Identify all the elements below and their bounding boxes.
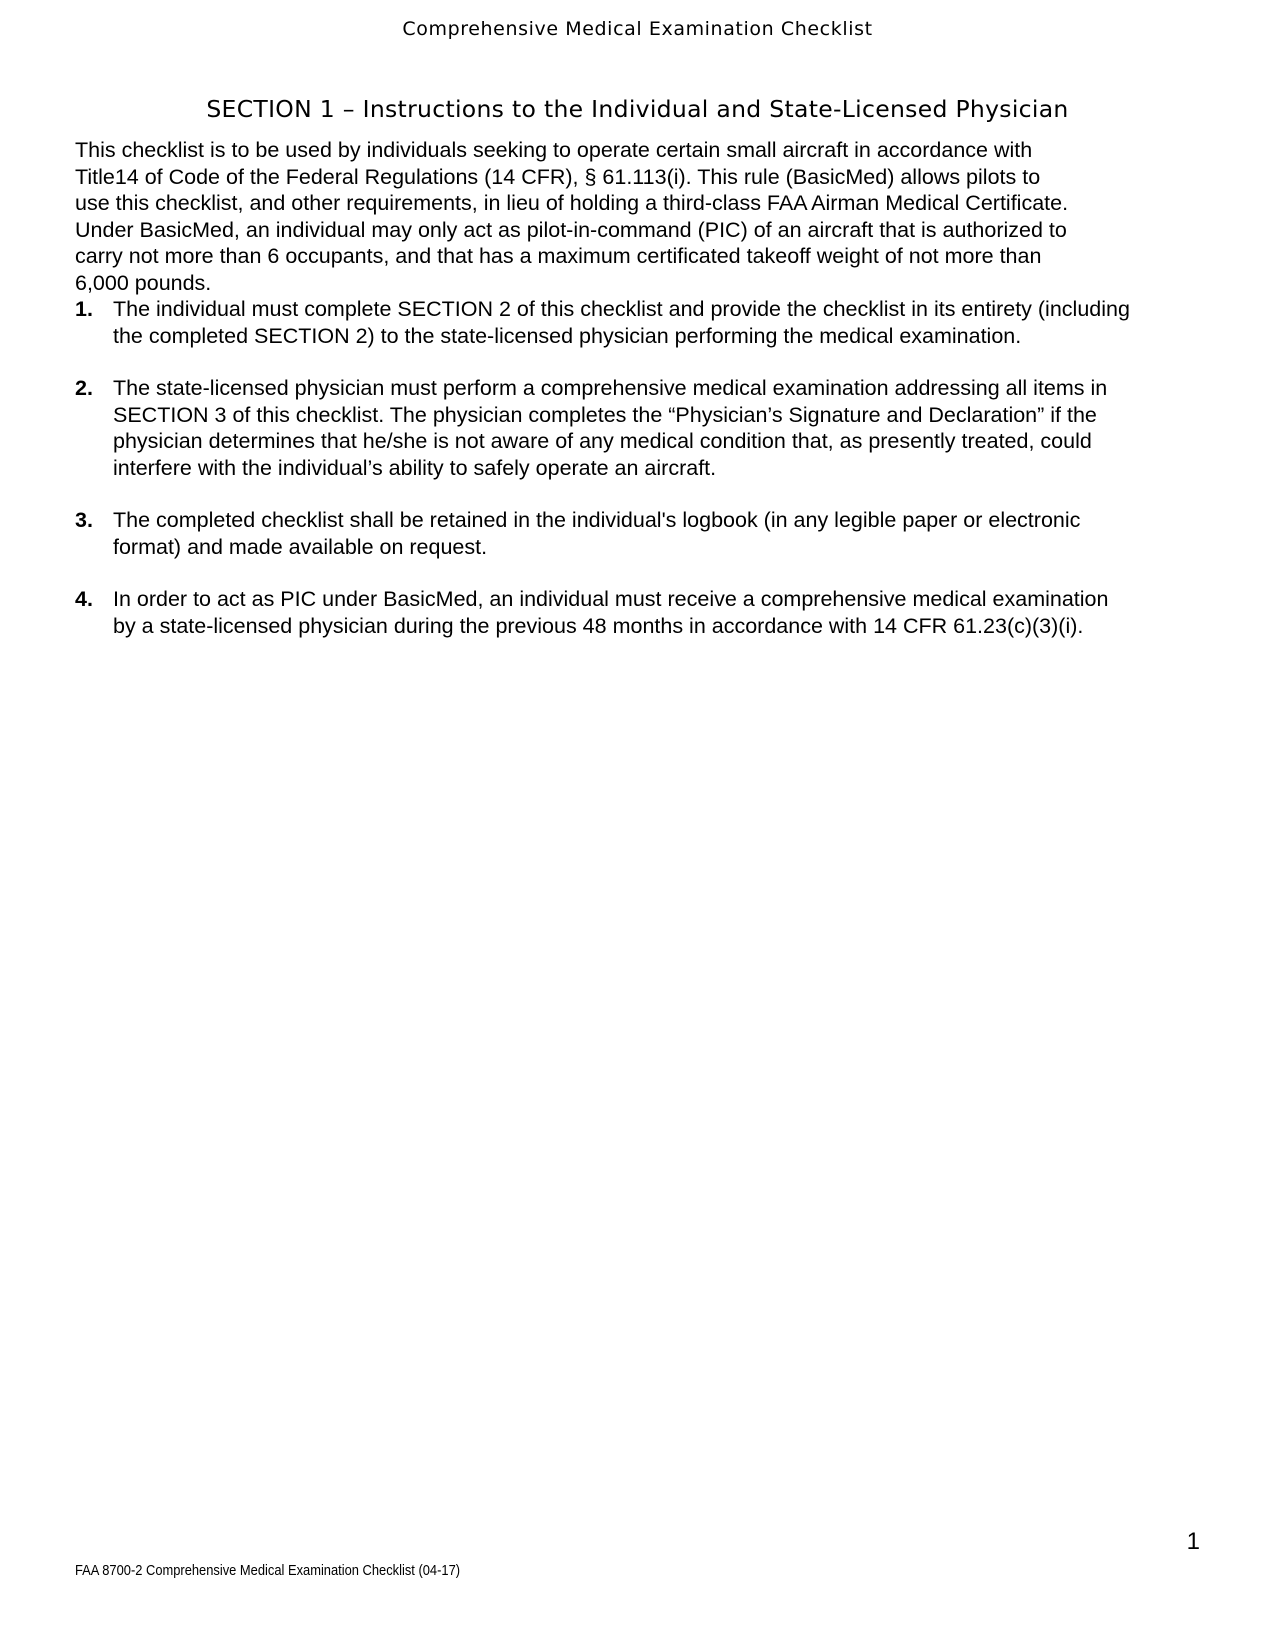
instruction-item-3 bbox=[75, 507, 1205, 560]
item-number: 2. bbox=[75, 376, 93, 400]
item-number: 3. bbox=[75, 508, 93, 532]
item-text-line: physician determines that he/she is not aware of any medical condition that, as presently treated, could bbox=[113, 429, 1092, 453]
item-text-line: interfere with the individual’s ability to safely operate an aircraft. bbox=[113, 455, 717, 480]
item-text-line: format) and made available on request. bbox=[113, 534, 488, 559]
item-text-line: In order to act as PIC under BasicMed, an individual must receive a comprehensive medical examination bbox=[113, 587, 1109, 611]
item-text-line: SECTION 3 of this checklist. The physician completes the “Physician’s Signature and Declaration” if the bbox=[113, 402, 1097, 427]
item-text-line: The completed checklist shall be retained in the individual's logbook (in any legible paper or electronic bbox=[113, 508, 1081, 532]
intro-line: 6,000 pounds. bbox=[75, 270, 212, 295]
intro-line: Under BasicMed, an individual may only act as pilot-in-command (PIC) of an aircraft that is authorized to bbox=[75, 217, 1067, 242]
intro-line: Title14 of Code of the Federal Regulations (14 CFR), § 61.113(i). This rule (BasicMed) allows pilots to bbox=[75, 164, 1041, 189]
section-title: SECTION 1 – Instructions to the Individual and State-Licensed Physician bbox=[206, 95, 1069, 123]
footer-form-id: FAA 8700-2 Comprehensive Medical Examination Checklist (04-17) bbox=[75, 1562, 461, 1579]
instruction-item-2 bbox=[75, 375, 1205, 481]
intro-line: carry not more than 6 occupants, and that has a maximum certificated takeoff weight of not more than bbox=[75, 244, 1042, 268]
instruction-list bbox=[75, 296, 1205, 665]
intro-paragraph bbox=[75, 137, 1160, 296]
item-text-line: The individual must complete SECTION 2 of this checklist and provide the checklist in its entirety (including bbox=[113, 297, 1130, 321]
page-header-title: Comprehensive Medical Examination Checklist bbox=[402, 18, 873, 40]
item-text-line: by a state-licensed physician during the previous 48 months in accordance with 14 CFR 61.23(c)(3)(i). bbox=[113, 613, 1084, 638]
instruction-item-1 bbox=[75, 296, 1205, 349]
item-text-line: the completed SECTION 2) to the state-licensed physician performing the medical examination. bbox=[113, 323, 1022, 348]
instruction-item-4 bbox=[75, 586, 1205, 639]
item-text-line: The state-licensed physician must perform a comprehensive medical examination addressing all items in bbox=[113, 376, 1108, 400]
item-number: 1. bbox=[75, 297, 93, 321]
intro-line: This checklist is to be used by individuals seeking to operate certain small aircraft in accordance with bbox=[75, 138, 1033, 162]
item-number: 4. bbox=[75, 587, 93, 611]
page-number: 1 bbox=[1186, 1528, 1200, 1555]
intro-line: use this checklist, and other requirements, in lieu of holding a third-class FAA Airman Medical Certificate. bbox=[75, 191, 1069, 215]
